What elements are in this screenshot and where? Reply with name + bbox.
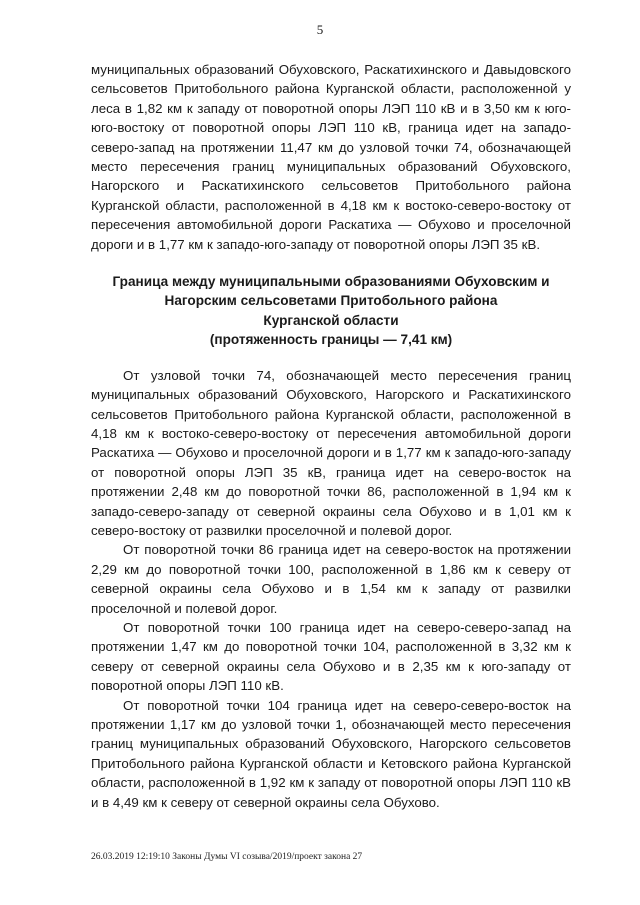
section-heading-line-3: Курганской области bbox=[263, 312, 399, 328]
section-heading bbox=[91, 272, 571, 350]
document-footer: 26.03.2019 12:19:10 Законы Думы VI созыва/2019/проект закона 27 bbox=[91, 852, 363, 862]
paragraph-1: От узловой точки 74, обозначающей место пересечения границ муниципальных образований Обуховского, Нагорского и Раскатихинского сельсоветов Притобольного района Курганской области, расположенной в 4,18 км к востоко-северо-востоку от пересечения автомобильной дороги Раскатиха — Обухово и проселочной дороги и в 1,77 км к западо-юго-западу от поворотной опоры ЛЭП 35 кВ, граница идет на северо-восток на протяжении 2,48 км до поворотной точки 86, расположенной в 1,94 км к западо-северо-западу от северной окраины села Обухово и в 1,01 км к северо-востоку от развилки проселочной и полевой дорог. bbox=[91, 367, 571, 538]
section-heading-length: (протяженность границы — 7,41 км) bbox=[209, 332, 453, 348]
intro-paragraph: муниципальных образований Обуховского, Раскатихинского и Давыдовского сельсоветов Притобольного района Курганской области, расположенной у леса в 1,82 км к западу от поворотной опоры ЛЭП 110 кВ и в 3,50 км к юго-юго-востоку от поворотной опоры ЛЭП 110 кВ, граница идет на западо-северо-запад на протяжении 11,47 км до узловой точки 74, обозначающей место пересечения границ муниципальных образований Обуховского, Нагорского и Раскатихинского сельсоветов Притобольного района Курганской области, расположенной в 4,18 км к востоко-северо-востоку от пересечения автомобильной дороги Раскатиха — Обухово и проселочной дороги и в 1,77 км к западо-юго-западу от поворотной опоры ЛЭП 35 кВ. bbox=[91, 62, 571, 252]
page-number: 5 bbox=[316, 22, 324, 37]
paragraph-4: От поворотной точки 104 граница идет на северо-северо-восток на протяжении 1,17 км до узловой точки 1, обозначающей место пересечения границ муниципальных образований Обуховского, Нагорского сельсоветов Притобольного района Курганской области и Кетовского района Курганской области, расположенной в 1,92 км к западу от поворотной опоры ЛЭП 110 кВ и в 4,49 км к северу от северной окраины села Обухово. bbox=[91, 697, 571, 810]
section-heading-line-2: Нагорским сельсоветами Притобольного района bbox=[164, 293, 498, 309]
document-body bbox=[91, 60, 571, 812]
paragraph-3: От поворотной точки 100 граница идет на северо-северо-запад на протяжении 1,47 км до поворотной точки 104, расположенной в 3,32 км к северу от северной окраины села Обухово и в 2,35 км к юго-западу от поворотной опоры ЛЭП 110 кВ. bbox=[91, 619, 571, 694]
section-heading-line-1: Граница между муниципальными образованиями Обуховским и bbox=[112, 274, 550, 290]
paragraph-2: От поворотной точки 86 граница идет на северо-восток на протяжении 2,29 км до поворотной точки 100, расположенной в 1,86 км к северу от северной окраины села Обухово и в 1,54 км к западу от развилки проселочной и полевой дорог. bbox=[91, 542, 571, 616]
